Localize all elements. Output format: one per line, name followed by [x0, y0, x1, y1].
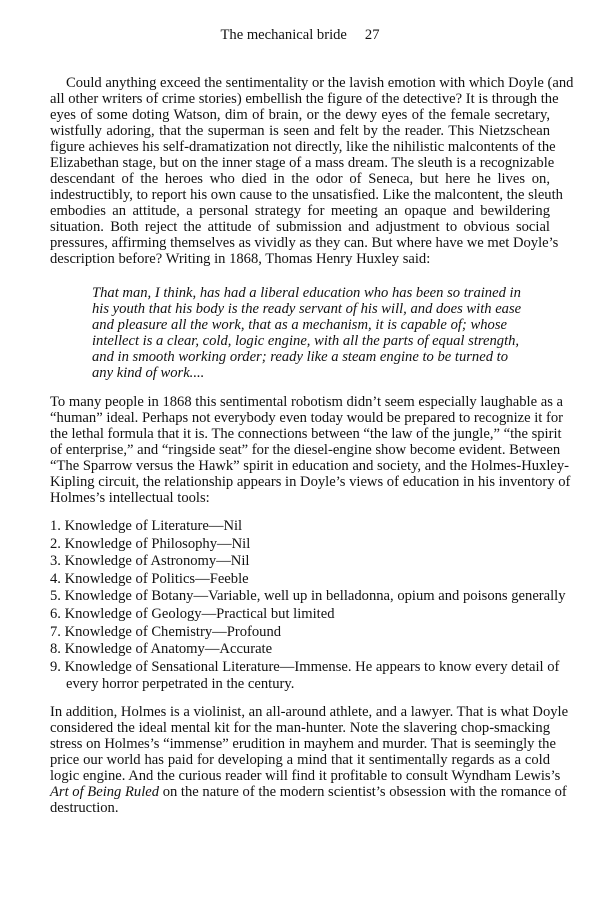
text-line: considered the ideal mental kit for the man-hunter. Note the slavering chop-smacking: [50, 719, 550, 736]
text-line: Elizabethan stage, but on the inner stage of a mass dream. The sleuth is a recognizable: [50, 155, 555, 171]
page-number: 27: [364, 27, 380, 43]
text-line: “The Sparrow versus the Hawk” spirit in education and society, and the Holmes-Huxley-: [50, 458, 570, 474]
book-title: Art of Being Ruled: [50, 783, 160, 800]
text-line: indestructibly, to report his own cause to the unsatisfied. Like the malcontent, the sleuth: [50, 187, 563, 203]
paragraph-2: [50, 394, 571, 506]
text-line: eyes of some doting Watson, dim of brain, or the dewy eyes of the female secretary,: [50, 107, 550, 123]
list-item: 6. Knowledge of Geology—Practical but limited: [50, 605, 335, 622]
text-line-with-title: [50, 783, 567, 800]
list-item: 5. Knowledge of Botany—Variable, well up in belladonna, opium and poisons generally: [50, 588, 566, 605]
paragraph-1: [50, 75, 574, 267]
text-line: wistfully adoring, that the superman is seen and felt by the reader. This Nietzschean: [50, 123, 550, 139]
quote-line: intellect is a clear, cold, logic engine, with all the parts of equal strength,: [92, 333, 520, 349]
list-item: 3. Knowledge of Astronomy—Nil: [50, 553, 250, 570]
list-item: 1. Knowledge of Literature—Nil: [50, 518, 243, 534]
text-line: situation. Both reject the attitude of submission and adjustment to obvious social: [50, 219, 550, 235]
running-header: [0, 26, 600, 44]
text-line: price our world has paid for developing a mind that it sentimentally regards as a cold: [50, 751, 550, 768]
list-item: 7. Knowledge of Chemistry—Profound: [50, 623, 282, 640]
text-line: destruction.: [50, 799, 119, 816]
quote-line: That man, I think, has had a liberal education who has been so trained in: [92, 285, 521, 301]
list-item: 8. Knowledge of Anatomy—Accurate: [50, 641, 273, 658]
list-item: 9. Knowledge of Sensational Literature—Immense. He appears to know every detail of: [50, 658, 560, 675]
text-line: descendant of the heroes who died in the odor of Seneca, but here he lives on,: [50, 171, 550, 187]
text-line: Holmes’s intellectual tools:: [50, 490, 210, 506]
quote-line: and in smooth working order; ready like a steam engine to be turned to: [92, 349, 508, 365]
text-line: all other writers of crime stories) embellish the figure of the detective? It is through the: [50, 91, 559, 107]
block-quote: [92, 285, 522, 381]
text-line: figure achieves his self-dramatization not directly, like the nihilistic malcontents of the: [50, 139, 556, 155]
text-line: of enterprise,” and “ringside seat” for the diesel-engine show become evident. Between: [50, 442, 561, 458]
quote-line: any kind of work....: [92, 365, 205, 381]
list-item-continuation: every horror perpetrated in the century.: [66, 676, 295, 693]
text-line: Kipling circuit, the relationship appears in Doyle’s views of education in his inventory of: [50, 474, 571, 490]
text-line: pressures, affirming themselves as vividly as they can. But where have we met Doyle’s: [50, 235, 559, 251]
text-line: To many people in 1868 this sentimental robotism didn’t seem especially laughable as a: [50, 394, 564, 410]
page-body: [50, 75, 574, 816]
text-line: embodies an attitude, a personal strategy for meeting an opaque and bewildering: [50, 203, 550, 219]
text-line: the lethal formula that it is. The connections between “the law of the jungle,” “the spirit: [50, 426, 562, 442]
text-line: “human” ideal. Perhaps not everybody even today would be prepared to recognize it for: [50, 410, 564, 426]
text-line: Could anything exceed the sentimentality or the lavish emotion with which Doyle (and: [66, 75, 574, 91]
header-title: The mechanical bride: [220, 27, 347, 43]
list-item: 4. Knowledge of Politics—Feeble: [50, 570, 249, 587]
text-line: logic engine. And the curious reader will find it profitable to consult Wyndham Lewis’s: [50, 767, 561, 784]
list-item: 2. Knowledge of Philosophy—Nil: [50, 535, 251, 552]
quote-line: and pleasure all the work, that as a mechanism, it is capable of; whose: [92, 317, 507, 333]
text-line: In addition, Holmes is a violinist, an all-around athlete, and a lawyer. That is what Doyle: [50, 703, 569, 720]
text-line: description before? Writing in 1868, Thomas Henry Huxley said:: [50, 251, 431, 267]
text-line: stress on Holmes’s “immense” erudition in mayhem and murder. That is seemingly the: [50, 735, 556, 752]
knowledge-list: [50, 518, 566, 694]
paragraph-3: [50, 703, 569, 816]
text-line: on the nature of the modern scientist’s obsession with the romance of: [162, 783, 567, 800]
quote-line: his youth that his body is the ready servant of his will, and does with ease: [92, 301, 522, 317]
